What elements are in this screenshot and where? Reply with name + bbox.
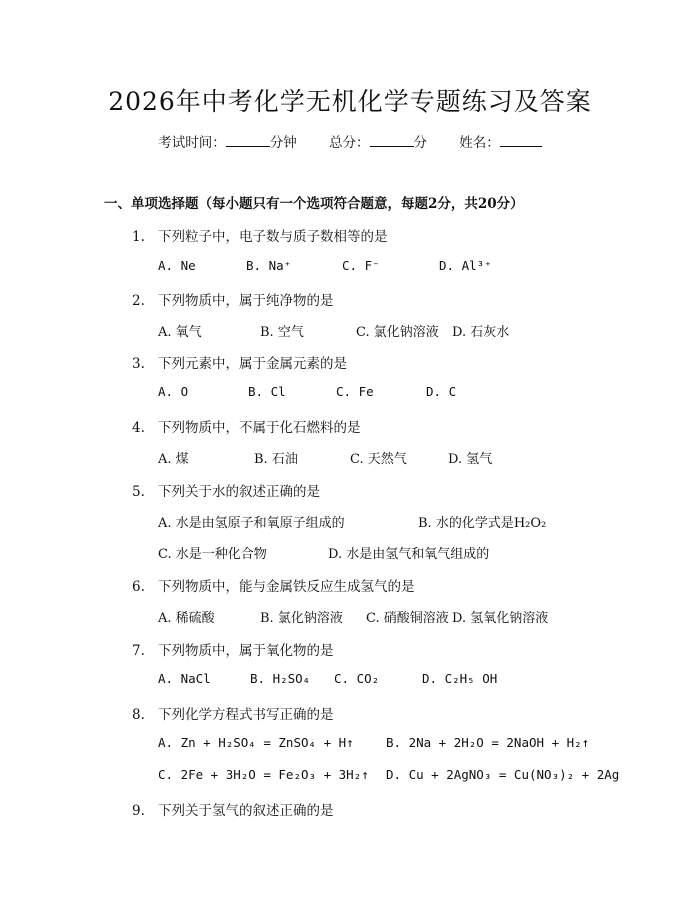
option-b[interactable]: B. 氯化钠溶液 [260,611,343,626]
question-text: 下列物质中，能与金属铁反应生成氢气的是 [158,579,415,595]
option-c[interactable]: C. 水是一种化合物 [158,547,267,562]
question-text: 下列物质中，属于氧化物的是 [158,643,334,659]
option-d[interactable]: D. Cu + 2AgNO₃ = Cu(NO₃)₂ + 2Ag [386,767,620,782]
option-a[interactable]: A. O [158,384,189,399]
option-b[interactable]: B. Cl [248,384,286,399]
question-number: 7. [132,643,145,659]
option-b[interactable]: B. H₂SO₄ [250,671,311,686]
exam-time-unit: 分钟 [269,135,297,151]
option-d[interactable]: D. 石灰水 [452,325,510,340]
question-number: 9. [132,803,145,819]
option-a[interactable]: A. 煤 [158,452,189,467]
option-d[interactable]: D. 水是由氢气和氧气组成的 [328,547,490,562]
option-a[interactable]: A. 稀硫酸 [158,611,215,626]
question-number: 4. [132,420,145,436]
option-c[interactable]: C. 2Fe + 3H₂O = Fe₂O₃ + 3H₂↑ [158,767,369,782]
option-c[interactable]: C. CO₂ [334,671,380,686]
option-d[interactable]: D. Al³⁺ [439,258,492,273]
question-text: 下列关于氢气的叙述正确的是 [158,803,334,819]
exam-info-line [0,131,700,151]
option-a[interactable]: A. NaCl [158,671,211,686]
total-score-unit: 分 [413,135,427,151]
question-text: 下列元素中，属于金属元素的是 [158,356,347,372]
question-4 [132,416,361,436]
option-c[interactable]: C. 硝酸铜溶液 [366,611,449,626]
question-1 [132,225,388,245]
option-a[interactable]: A. Zn + H₂SO₄ = ZnSO₄ + H↑ [158,735,354,750]
option-b[interactable]: B. 空气 [260,325,304,340]
option-a[interactable]: A. 氧气 [158,325,202,340]
question-6 [132,575,415,595]
option-c[interactable]: C. F⁻ [342,258,380,273]
option-b[interactable]: B. 2Na + 2H₂O = 2NaOH + H₂↑ [386,735,590,750]
name-label: 姓名： [459,135,500,151]
question-text: 下列物质中，不属于化石燃料的是 [158,420,361,436]
option-c[interactable]: C. 天然气 [350,452,407,467]
name-field [459,131,542,151]
option-b[interactable]: B. 石油 [254,452,298,467]
option-b[interactable]: B. Na⁺ [246,258,292,273]
exam-time-label: 考试时间： [158,135,226,151]
question-text: 下列化学方程式书写正确的是 [158,707,334,723]
page-title: 2026年中考化学无机化学专题练习及答案 [108,87,592,116]
option-a[interactable]: A. 水是由氢原子和氧原子组成的 [158,516,345,531]
question-9 [132,799,334,819]
option-c[interactable]: C. 氯化钠溶液 [356,325,439,340]
option-c[interactable]: C. Fe [336,384,374,399]
question-number: 5. [132,484,145,500]
question-text: 下列粒子中，电子数与质子数相等的是 [158,229,388,245]
option-a[interactable]: A. Ne [158,258,196,273]
total-score-field [329,131,427,151]
option-d[interactable]: D. 氢氧化钠溶液 [452,611,549,626]
question-3 [132,352,347,372]
option-d[interactable]: D. 氢气 [448,452,493,467]
total-score-label: 总分： [329,135,370,151]
question-number: 8. [132,707,145,723]
question-5 [132,480,320,500]
section-heading-single-choice: 一、单项选择题（每小题只有一个选项符合题意，每题2分，共20分） [104,196,524,212]
exam-time-field [158,131,297,151]
option-d[interactable]: D. C₂H₅ OH [422,671,498,686]
total-score-blank[interactable] [370,134,414,147]
name-blank[interactable] [500,134,542,147]
question-number: 3. [132,356,145,372]
question-text: 下列物质中，属于纯净物的是 [158,293,334,309]
question-number: 6. [132,579,145,595]
option-b[interactable]: B. 水的化学式是H₂O₂ [418,516,547,531]
question-number: 1. [132,229,145,245]
question-2 [132,289,334,309]
question-number: 2. [132,293,145,309]
question-text: 下列关于水的叙述正确的是 [158,484,320,500]
exam-time-blank[interactable] [226,134,270,147]
question-7 [132,639,334,659]
question-8 [132,703,334,723]
option-d[interactable]: D. C [426,384,457,399]
